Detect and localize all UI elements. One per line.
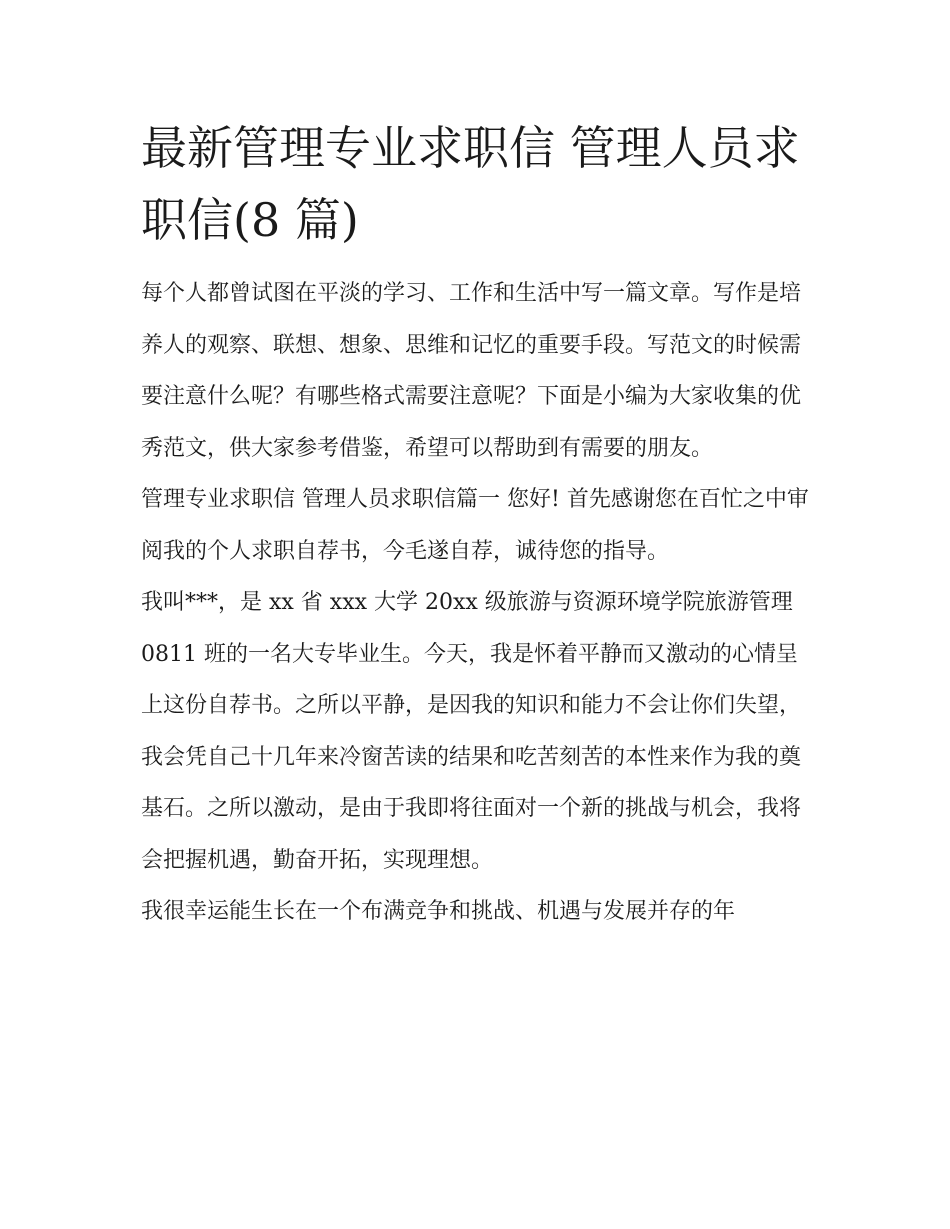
- intro-paragraph: 每个人都曾试图在平淡的学习、工作和生活中写一篇文章。写作是培养人的观察、联想、想象、思维和记忆的重要手段。写范文的时候需要注意什么呢？有哪些格式需要注意呢？下面是小编为大家收集的优秀范文，供大家参考借鉴，希望可以帮助到有需要的朋友。: [141, 281, 802, 461]
- letter-greeting-paragraph: 管理专业求职信 管理人员求职信篇一 您好! 首先感谢您在百忙之中审阅我的个人求职自荐书，今毛遂自荐，诚待您的指导。: [141, 487, 809, 564]
- document-body: [141, 112, 813, 938]
- closing-fragment-paragraph: 我很幸运能生长在一个布满竞争和挑战、机遇与发展并存的年: [141, 899, 736, 924]
- document-title: 最新管理专业求职信 管理人员求职信(8 篇): [141, 121, 800, 247]
- self-introduction-paragraph: 我叫***，是 xx 省 xxx 大学 20xx 级旅游与资源环境学院旅游管理 0811 班的一名大专毕业生。今天，我是怀着平静而又激动的心情呈上这份自荐书。之所以平静，是因我的知识和能力不会让你们失望，我会凭自己十几年来冷窗苦读的结果和吃苦刻苦的本性来作为我的奠基石。之所以激动，是由于我即将往面对一个新的挑战与机会，我将会把握机遇，勤奋开拓，实现理想。: [141, 590, 802, 873]
